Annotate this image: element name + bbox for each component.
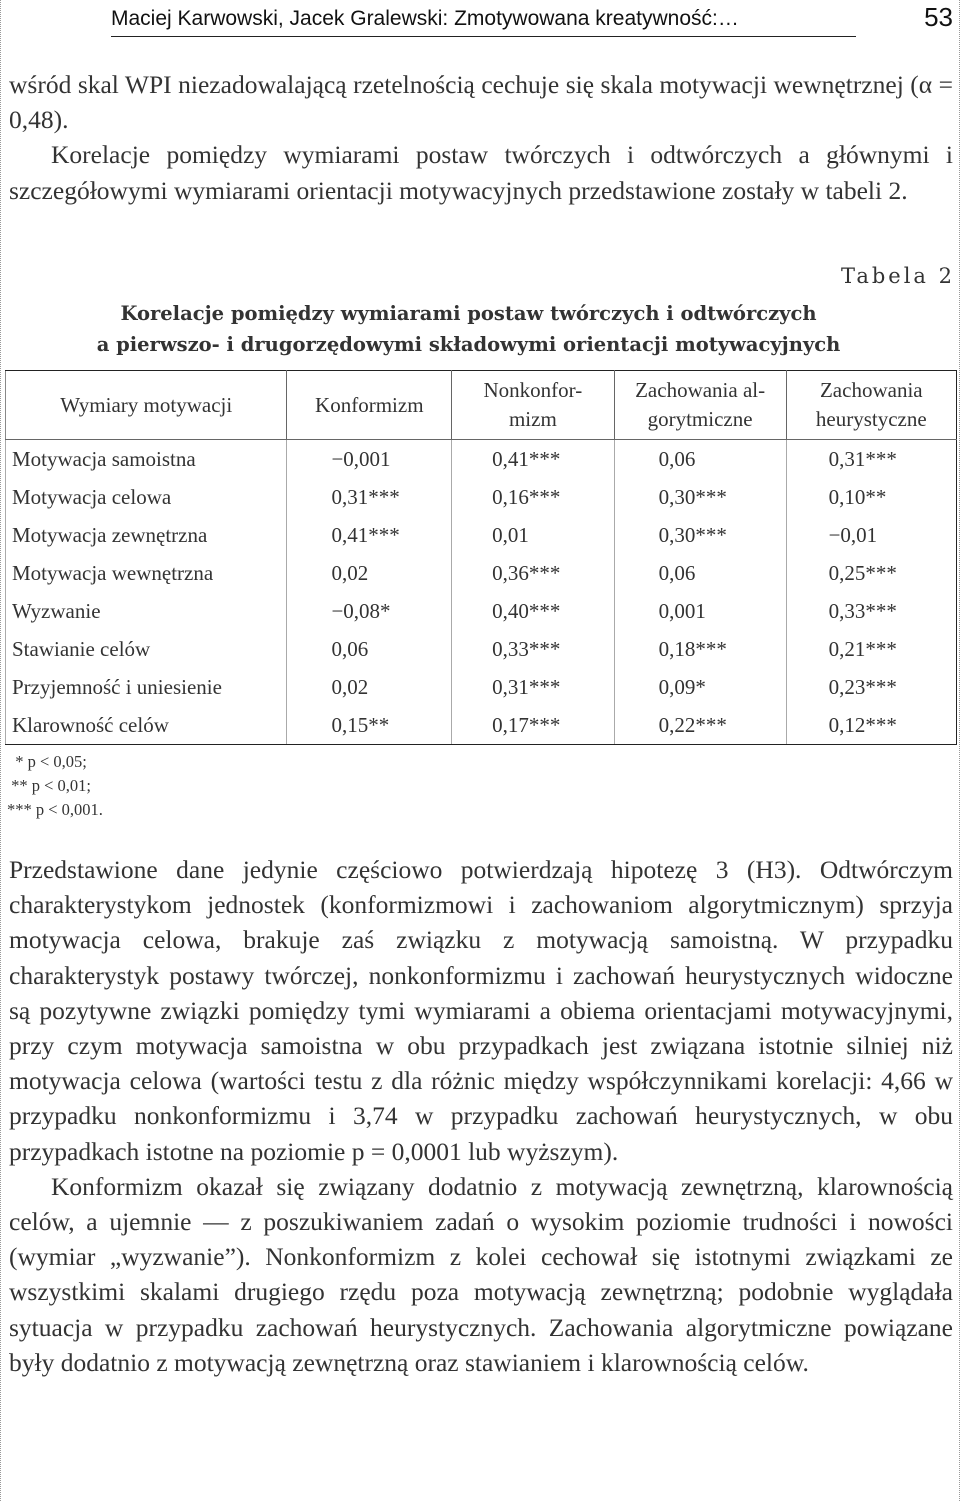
running-head-text: Maciej Karwowski, Jacek Gralewski: Zmotywowana kreatywność:… [111,7,739,30]
row-label: Klarowność celów [6,706,287,745]
table-cell: 0,41*** [287,516,452,554]
table-title [1,298,936,360]
table-cell: −0,01 [786,516,956,554]
table-cell: 0,15** [287,706,452,745]
table-row [6,630,957,668]
column-header: Zachowania al- gorytmiczne [614,371,786,440]
table-cell: −0,001 [287,440,452,479]
row-label: Przyjemność i uniesienie [6,668,287,706]
table-cell: 0,33*** [452,630,614,668]
table-cell: 0,40*** [452,592,614,630]
correlation-table [5,370,957,745]
row-label: Wyzwanie [6,592,287,630]
table-row [6,668,957,706]
table-cell: 0,06 [614,440,786,479]
paragraph: Korelacje pomiędzy wymiarami postaw twórczych i odtwórczych a głównymi i szczegółowymi wymiarami orientacji motywacyjnych przedstawione zostały w tabeli 2. [9,140,953,205]
table-cell: 0,36*** [452,554,614,592]
paragraph: Przedstawione dane jedynie częściowo potwierdzają hipotezę 3 (H3). Odtwórczym charakterystykom jednostek (konformizmowi i zachowaniom algorytmicznym) sprzyja motywacja celowa, brakuje zaś związku z motywacją samoistną. W przypadku charakterystyk postawy twórczej, nonkonformizmu i zachowań heurystycznych widoczne są pozytywne związki pomiędzy tymi wymiarami a obiema orientacjami motywacyjnymi, przy czym motywacja samoistna w obu przypadkach jest związana istotnie silniej niż motywacja celowa (wartości testu z dla różnic między współczynnikami korelacji: 4,66 w przypadku nonkonformizmu i 3,74 w przypadku zachowań heurystycznych, w obu przypadkach istotne na poziomie p = 0,0001 lub wyższym). [9,855,953,1166]
table-cell: 0,02 [287,554,452,592]
table-row [6,554,957,592]
table-cell: 0,17*** [452,706,614,745]
table-cell: 0,01 [452,516,614,554]
table-label: Tabela 2 [840,264,955,288]
table-cell: 0,18*** [614,630,786,668]
body-text-bottom [9,852,953,1380]
table-note: ** p < 0,01; [7,776,92,795]
table-header-row [6,371,957,440]
row-label: Motywacja wewnętrzna [6,554,287,592]
table-note: * p < 0,05; [7,752,87,771]
table-cell: 0,31*** [452,668,614,706]
column-header: Nonkonfor- mizm [452,371,614,440]
row-label: Motywacja celowa [6,478,287,516]
row-label: Motywacja samoistna [6,440,287,479]
table-cell: 0,33*** [786,592,956,630]
table-title-line: Korelacje pomiędzy wymiarami postaw twórczych i odtwórczych [120,302,817,325]
page-number: 53 [924,2,953,32]
table-cell: 0,001 [614,592,786,630]
column-header: Zachowania heurystyczne [786,371,956,440]
table-cell: 0,06 [614,554,786,592]
table-cell: 0,41*** [452,440,614,479]
table-cell: 0,23*** [786,668,956,706]
table-row [6,706,957,745]
table-cell: −0,08* [287,592,452,630]
body-text-top [9,67,953,208]
table-cell: 0,30*** [614,478,786,516]
paragraph: wśród skal WPI niezadowalającą rzetelnością cechuje się skala motywacji wewnętrznej (α = 0,48). [9,70,953,135]
table-row [6,478,957,516]
table-cell: 0,31*** [287,478,452,516]
running-head [111,2,856,37]
table-row [6,592,957,630]
column-header: Wymiary motywacji [6,371,287,440]
table-cell: 0,09* [614,668,786,706]
table-cell: 0,21*** [786,630,956,668]
table-cell: 0,12*** [786,706,956,745]
table-cell: 0,25*** [786,554,956,592]
row-label: Motywacja zewnętrzna [6,516,287,554]
table-row [6,440,957,479]
paragraph: Konformizm okazał się związany dodatnio z motywacją zewnętrzną, klarownością celów, a ujemnie — z poszukiwaniem zadań o wysokim poziomie trudności i nowości (wymiar „wyzwanie”). Nonkonformizm z kolei cechował się istotnymi związkami ze wszystkimi skalami drugiego rzędu poza motywacją zewnętrzną; podobnie wyglądała sytuacja w przypadku zachowań heurystycznych. Zachowania algorytmiczne powiązane były dodatnio z motywacją zewnętrzną oraz stawianiem i klarownością celów. [9,1171,953,1377]
table-cell: 0,02 [287,668,452,706]
column-header: Konformizm [287,371,452,440]
table-note: *** p < 0,001. [7,800,103,819]
table-cell: 0,22*** [614,706,786,745]
table-cell: 0,10** [786,478,956,516]
table-cell: 0,30*** [614,516,786,554]
table-cell: 0,06 [287,630,452,668]
table-cell: 0,16*** [452,478,614,516]
table-title-line: a pierwszo- i drugorzędowymi składowymi orientacji motywacyjnych [96,333,841,356]
table-cell: 0,31*** [786,440,956,479]
table-notes [7,750,103,822]
table-row [6,516,957,554]
row-label: Stawianie celów [6,630,287,668]
